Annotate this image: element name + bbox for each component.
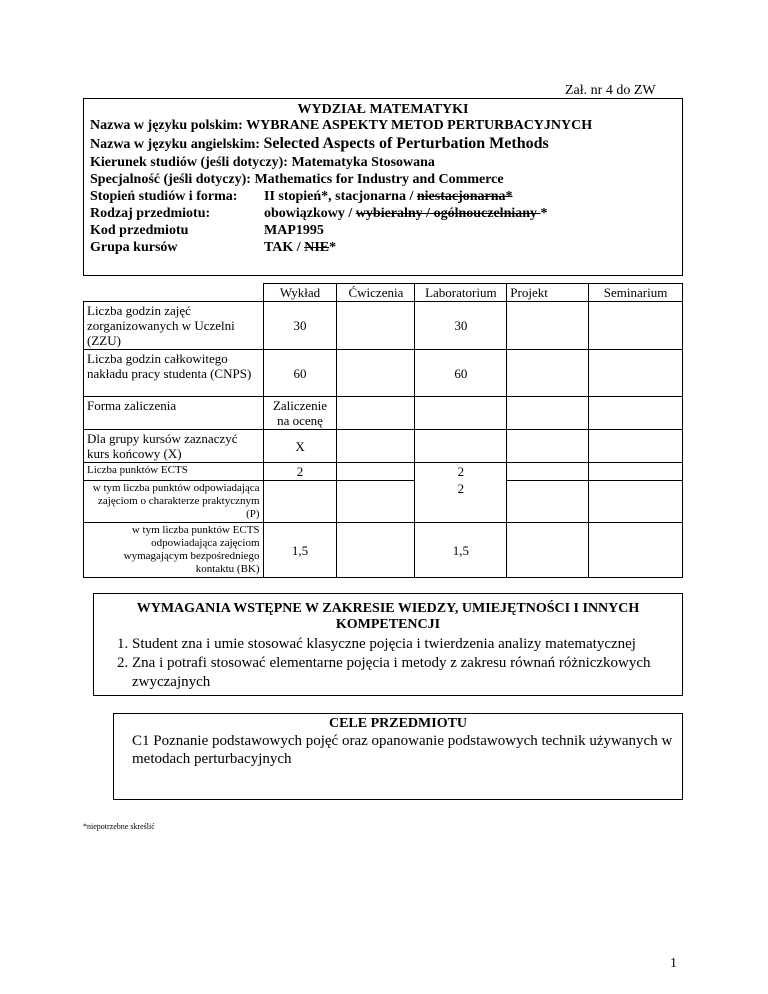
row-label: Forma zaliczenia — [84, 397, 264, 430]
degree-struck: niestacjonarna* — [416, 189, 513, 204]
table-cell — [589, 350, 683, 397]
requirements-title-2: KOMPETENCJI — [335, 617, 441, 632]
table-cell: 2 — [415, 481, 507, 523]
table-cell — [589, 523, 683, 578]
goal-code: C1 — [132, 733, 150, 749]
table-cell: 30 — [415, 302, 507, 350]
col-header: Laboratorium — [415, 284, 507, 302]
name-en-value: Selected Aspects of Perturbation Methods — [263, 135, 549, 152]
goals-box — [113, 713, 683, 800]
footnote: *niepotrzebne skreślić — [83, 822, 155, 831]
table-cell — [337, 397, 415, 430]
col-header: Wykład — [263, 284, 337, 302]
group-value — [264, 240, 336, 256]
goals-title: CELE PRZEDMIOTU — [328, 716, 468, 731]
requirements-list — [94, 635, 682, 692]
degree-value — [264, 189, 513, 205]
table-cell — [507, 463, 589, 481]
table-cell: 60 — [263, 350, 337, 397]
code-line — [90, 223, 680, 239]
group-struck: NIE — [304, 240, 330, 255]
table-cell: 1,5 — [415, 523, 507, 578]
degree-line — [90, 189, 680, 205]
type-value — [264, 206, 548, 222]
table-cell — [337, 430, 415, 463]
table-cell — [415, 430, 507, 463]
page-number: 1 — [670, 956, 677, 971]
hours-table — [83, 283, 683, 578]
row-label: Liczba godzin całkowitego nakładu pracy studenta (CNPS) — [84, 350, 264, 397]
table-cell: 2 — [263, 463, 337, 481]
list-item: 2. Zna i potrafi stosować elementarne pojęcia i metody z zakresu równań różniczkowych zwyczajnych — [132, 654, 682, 692]
table-cell — [337, 523, 415, 578]
table-cell: 60 — [415, 350, 507, 397]
table-row — [84, 463, 683, 481]
goal-text: Poznanie podstawowych pojęć oraz opanowanie podstawowych technik używanych w metodach perturbacyjnych — [132, 733, 673, 767]
table-row — [84, 430, 683, 463]
code-value: MAP1995 — [264, 223, 324, 238]
table-row — [84, 481, 683, 523]
group-part: TAK / — [264, 240, 305, 255]
annex-label: Zał. nr 4 do ZW — [565, 83, 656, 98]
table-cell: X — [263, 430, 337, 463]
col-header: Projekt — [507, 284, 589, 302]
faculty-title: WYDZIAŁ MATEMATYKI — [297, 102, 469, 117]
table-row — [84, 350, 683, 397]
table-cell — [507, 481, 589, 523]
table-cell — [589, 430, 683, 463]
table-cell — [589, 397, 683, 430]
requirements-box — [93, 593, 683, 696]
name-en-label: Nazwa w języku angielskim: — [90, 137, 260, 152]
row-label: Dla grupy kursów zaznaczyć kurs końcowy (X) — [84, 430, 264, 463]
group-label: Grupa kursów — [90, 240, 178, 255]
field-value: Matematyka Stosowana — [291, 155, 435, 170]
table-row — [84, 302, 683, 350]
table-header-row — [84, 284, 683, 302]
table-corner — [84, 284, 264, 302]
table-cell — [337, 463, 415, 481]
table-cell — [589, 302, 683, 350]
table-cell — [507, 350, 589, 397]
group-line — [90, 240, 680, 256]
field-line — [90, 155, 435, 171]
table-cell: 1,5 — [263, 523, 337, 578]
spec-value: Mathematics for Industry and Commerce — [254, 172, 504, 187]
degree-label: Stopień studiów i forma: — [90, 189, 238, 204]
name-pl-line — [90, 118, 592, 134]
row-label: w tym liczba punktów odpowiadająca zajęciom o charakterze praktycznym (P) — [84, 481, 264, 523]
spec-label: Specjalność (jeśli dotyczy): — [90, 172, 251, 187]
type-label: Rodzaj przedmiotu: — [90, 206, 211, 221]
table-cell — [507, 302, 589, 350]
col-header: Seminarium — [589, 284, 683, 302]
table-cell — [507, 397, 589, 430]
goal-item — [114, 732, 682, 768]
type-struck: wybieralny / ogólnouczelniany — [355, 206, 541, 221]
type-line — [90, 206, 680, 222]
type-asterisk: * — [540, 206, 548, 221]
field-label: Kierunek studiów (jeśli dotyczy): — [90, 155, 288, 170]
table-cell: 2 — [415, 463, 507, 481]
table-cell — [589, 481, 683, 523]
type-part: obowiązkowy / — [264, 206, 356, 221]
group-asterisk: * — [329, 240, 337, 255]
list-item: 1. Student zna i umie stosować klasyczne pojęcia i twierdzenia analizy matematycznej — [132, 635, 682, 654]
name-pl-value: WYBRANE ASPEKTY METOD PERTURBACYJNYCH — [246, 118, 593, 133]
row-label: Liczba godzin zajęć zorganizowanych w Uczelni (ZZU) — [84, 302, 264, 350]
table-cell: 30 — [263, 302, 337, 350]
name-pl-label: Nazwa w języku polskim: — [90, 118, 243, 133]
table-cell — [337, 302, 415, 350]
table-cell — [337, 350, 415, 397]
spec-line — [90, 172, 504, 188]
code-label: Kod przedmiotu — [90, 223, 189, 238]
table-cell — [589, 463, 683, 481]
row-label: w tym liczba punktów ECTS odpowiadająca zajęciom wymagającym bezpośredniego kontaktu (BK) — [84, 523, 264, 578]
table-row — [84, 523, 683, 578]
table-cell — [415, 397, 507, 430]
col-header: Ćwiczenia — [337, 284, 415, 302]
name-en-line — [90, 135, 549, 153]
degree-part: II stopień*, stacjonarna / — [264, 189, 417, 204]
course-header-box — [83, 98, 683, 276]
row-label: Liczba punktów ECTS — [84, 463, 264, 481]
table-cell — [507, 430, 589, 463]
table-cell: Zaliczenie na ocenę — [263, 397, 337, 430]
table-row — [84, 397, 683, 430]
requirements-title-1: WYMAGANIA WSTĘPNE W ZAKRESIE WIEDZY, UMIEJĘTNOŚCI I INNYCH — [136, 601, 640, 616]
table-cell — [263, 481, 337, 523]
table-cell — [507, 523, 589, 578]
table-cell — [337, 481, 415, 523]
